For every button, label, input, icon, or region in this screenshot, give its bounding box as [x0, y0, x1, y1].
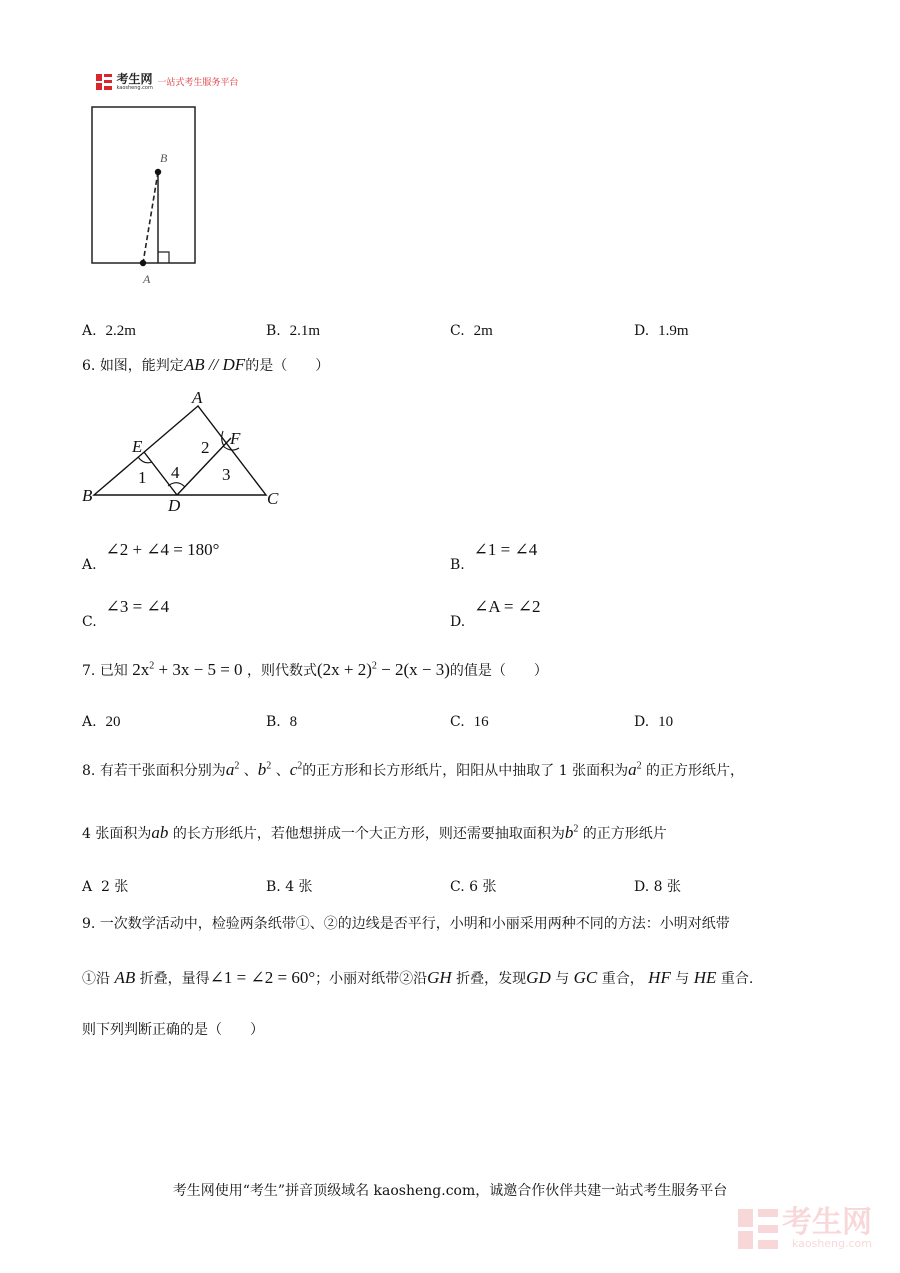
- figure-q5-point-b: [155, 169, 161, 175]
- figure-q5-dashed-line: [143, 172, 158, 263]
- q6-option-c: C. ∠3 = ∠4: [82, 597, 170, 630]
- q5-option-d: D. 1.9m: [634, 323, 689, 339]
- figure-q6-label-b: B: [82, 486, 93, 505]
- logo-slogan: 一站式考生服务平台: [157, 78, 239, 88]
- figure-q6-label-a: A: [192, 388, 203, 407]
- figure-q6-label-d: D: [168, 496, 181, 515]
- q5-option-c: C. 2m: [450, 323, 493, 339]
- q8-stem-line2: 4 张面积为ab 的长方形纸片，若他想拼成一个大正方形，则还需要抽取面积为$b^2$ 的正方形纸片: [82, 823, 667, 842]
- q8-option-b: B. 4 张: [266, 879, 313, 895]
- q9-stem-line1: 9. 一次数学活动中，检验两条纸带①、②的边线是否平行，小明和小丽采用两种不同的方法：小明对纸带: [82, 916, 730, 932]
- header-logo: [96, 72, 238, 94]
- q7-option-a: A. 20: [82, 714, 121, 730]
- q5-option-a: A. 2.2m: [82, 323, 136, 339]
- figure-q5-label-a: A: [143, 272, 151, 286]
- figure-q6-label-c: C: [267, 489, 279, 508]
- q7-option-b: B. 8: [266, 714, 298, 730]
- logo-mark-icon: [96, 74, 112, 90]
- figure-q6-angle-2: 2: [201, 438, 210, 457]
- logo-url: kaosheng.com: [116, 85, 153, 91]
- watermark-logo: [738, 1205, 872, 1250]
- figure-q6-angle-4: 4: [171, 463, 180, 482]
- figure-q6: [80, 386, 290, 516]
- figure-q5-frame: [92, 107, 195, 263]
- watermark-name: 考生网: [782, 1205, 872, 1240]
- q8-option-d: D. 8 张: [634, 879, 681, 895]
- footer-text: 考生网使用“考生”拼音顶级域名 kaosheng.com，诚邀合作伙伴共建一站式考生服务平台: [172, 1183, 728, 1199]
- q7-option-c: C. 16: [450, 714, 489, 730]
- watermark-url: kaosheng.com: [791, 1237, 872, 1250]
- q8-option-a: A 2 张: [82, 879, 129, 895]
- figure-q5: [88, 104, 202, 288]
- figure-q5-point-a: [140, 260, 146, 266]
- figure-q6-angle-3: 3: [222, 465, 231, 484]
- figure-q5-label-b: B: [160, 151, 168, 165]
- q8-option-c: C. 6 张: [450, 879, 497, 895]
- q8-stem-line1: 8. 有若干张面积分别为$a^2$ 、$b^2$ 、$c^2$的正方形和长方形纸片，阳阳从中抽取了 1 张面积为$a^2$ 的正方形纸片，: [82, 760, 745, 779]
- figure-q6-triangle: [94, 406, 266, 495]
- q6-option-b: B. ∠1 = ∠4: [450, 540, 538, 573]
- q9-stem-line2: ①沿 AB 折叠，量得∠1 = ∠2 = 60°；小丽对纸带②沿GH 折叠，发现GD 与 GC 重合， HF 与 HE 重合.: [82, 968, 754, 987]
- figure-q5-right-angle: [158, 252, 169, 263]
- q7-stem: 7. 已知 $2x^2 + 3x - 5 = 0$ ，则代数式$(2x + 2)^2 - 2(x - 3)$的值是（ ）: [82, 660, 548, 679]
- q5-option-b: B. 2.1m: [266, 323, 321, 339]
- figure-q6-label-e: E: [132, 437, 143, 456]
- logo-name: 考生网: [116, 72, 153, 86]
- q6-option-a: A. ∠2 + ∠4 = 180°: [82, 540, 220, 573]
- q7-option-d: D. 10: [634, 714, 674, 730]
- q9-stem-line3: 则下列判断正确的是（ ）: [82, 1022, 264, 1038]
- figure-q6-angle-1: 1: [138, 468, 147, 487]
- q6-stem: 6. 如图，能判定AB // DF的是（ ）: [82, 355, 330, 374]
- watermark-mark-icon: [738, 1209, 778, 1249]
- q6-option-d: D. ∠A = ∠2: [450, 597, 541, 630]
- figure-q6-label-f: F: [230, 429, 241, 448]
